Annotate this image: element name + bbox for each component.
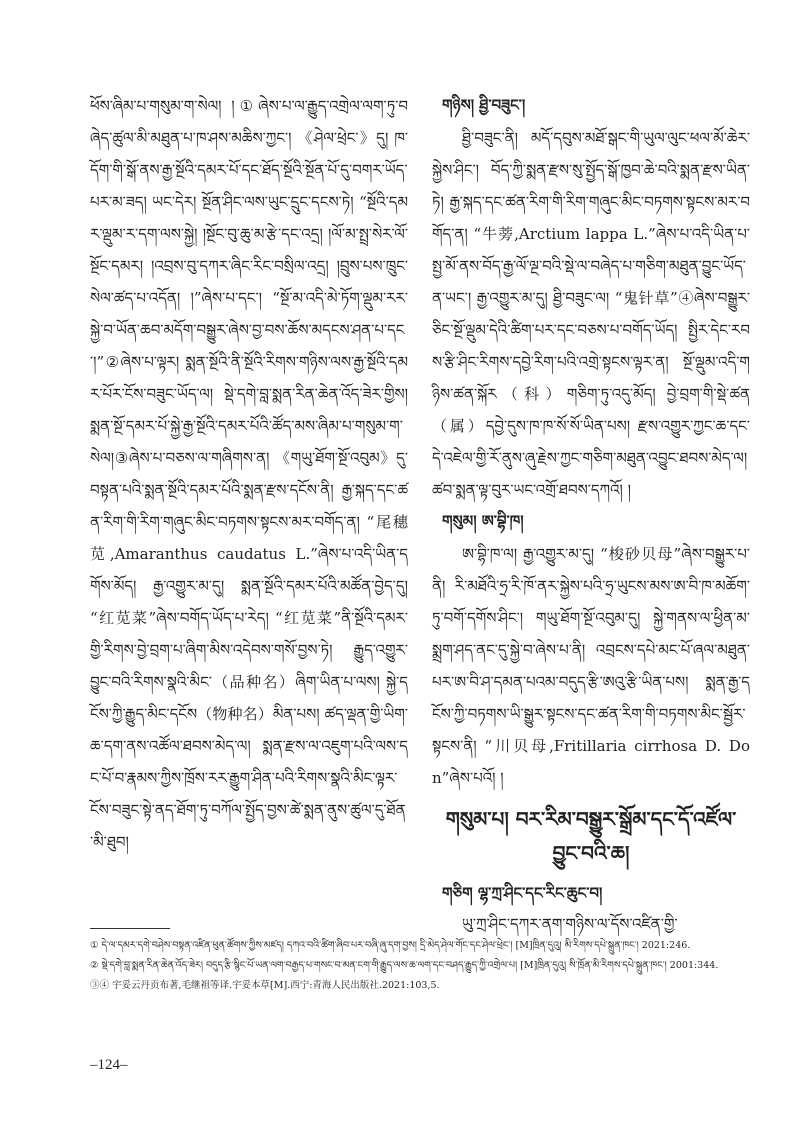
body-paragraph: ཐྱི་བཟུང་ནི། མདོ་དབུས་མཐོ་སྒང་གི་ཡུལ་ལུང་ཕལ་མོ་ཆེར་སྐྱེས་ཤིང་། བོད་ཀྱི་སྨན་རྫས་སུ་སྤྱོད་སྒོ་ཁྱབ་ཆེ་བའི་སྨན་རྫས་ཡིན་ཏེ། རྒྱ་སྐད་དང་ཚན་རིག་གི་རིག་གཞུང་མིང་བཏགས་སྟངས་མར་བགོད་ན། “牛蒡,Arctium lappa L.”ཞེས་པ་འདི་ཡིན་པ་སྤྱ་མོ་ནས་བོད་རྒྱ་ལོ་ལྔ་བའི་སྡེ་ལ་བཞེད་པ་གཅིག་མཐུན་བྱུང་ཡོད་ན་ཡང་། རྒྱ་འགྱུར་མ་དུ། ཐྱི་བཟུང་ལ། “鬼针草”④ཞེས་བསྒྱུར་ཅིང་སྔོ་ལྡུམ་དེའི་ཚིག་པར་དང་བཅས་པ་བགོད་ཡོད། སྤྱིར་དེང་རབས་རྩི་ཤིང་རིགས་དབྱེ་རིག་པའི་འགྲེ་སྟངས་ལྟར་ན། སྔོ་ལྡུམ་འདི་གཉིས་ཚན་སྐོར（科）གཅིག་ཏུ་འདུ་མོད། བྱེ་བྲག་གི་སྡེ་ཚན（属）དབྱེ་དུས་ཁ་ཁ་སོ་སོ་ཡིན་པས། རྫས་འགྱུར་ཀྱང་ཆ་དང་དེ་འཇེལ་གྱི་རོ་ནུས་ཞུ་རྗེས་ཀྱང་གཅིག་མཐུན་འབྱུང་ཐབས་མེད་ལ། ཚབ་སྨན་ལྟ་བུར་ཡང་འགྲོ་ཐབས་དཀའོ། ། [432, 129, 750, 499]
subsection-heading: གསུམ། ཨ་བྷི་ཁ། [442, 512, 524, 530]
footnote: ① དེ་ལ་དམར་དགེ་བཤེས་བསྟན་འཛིན་ཕུན་ཚོགས་ཀྱིས་མཛད། དཀའ་བའི་ཚིག་ཞིབ་པར་བཞི་ཞུ་དག་བྱས། དྲི་མེད་ཤེལ་གོང་དང་ཤེལ་ཕྲེང་། [M]ཁྲིན་དུའུ། མི་རིགས་དཔེ་སྐྲུན་ཁང་། 2021:246. [90, 940, 691, 951]
left-column [90, 90, 408, 858]
footnote: ② སྡེ་དགེ་བླ་སྨན་རིན་ཆེན་འོད་ཟེར། བདུད་རྩི་སྙིང་པོ་ཡན་ལག་བརྒྱད་པ་གསང་བ་མན་ངག་གི་རྒྱུད་ལས་ཆ་ལག་དང་བཤད་རྒྱུད་ཀྱི་འགྲེལ་པ། [M]ཁྲིན་དུའུ། སི་ཁྲོན་མི་རིགས་དཔེ་སྐྲུན་ཁང་། 2001:344. [90, 960, 719, 971]
section-heading: གསུམ་པ། བར་རིམ་བསྒྱུར་སྒྲོམ་དང་དོ་འཛོལ་བྱུང་བའི་ཆ། [445, 807, 737, 865]
subsection-heading: གཉིས། ཐྱི་བཟུང་། [442, 96, 526, 114]
subsection-heading: གཅིག ལྷ་ཀྲ་ཤིང་དང་རིང་ཆུང་བ། [442, 884, 603, 902]
body-paragraph: ཨ་བྷི་ཁ་ལ། རྒྱ་འགྱུར་མ་དུ། “梭砂贝母”ཞེས་བསྒྱུར་པ་ནི། རི་མཐོའི་ཧྲ་རི་ཁོ་ནར་སྐྱེས་པའི་ཧྲ་ཡུངས་མས་ཨ་བི་ཁ་མཆོག་ཏུ་བགོ་དགོས་ཤིང་། གཡུ་ཐོག་སྔོ་འབུམ་དུ། སྐྱེ་གནས་ལ་ཕྱིན་མ་སྨྲག་ཤད་ནང་དུ་སྐྱེ་བ་ཞེས་པ་ནི། འབྲངས་དཔེ་མང་པོ་ཞལ་མཐུན་པར་ཨ་བི་ཤ་དམན་པའམ་བདུད་རྩི་ཨའུ་རྩི་ཡིན་པས། སྨན་རྒྱ་དངོས་ཀྱི་བཏགས་ཡི་སྒྱུར་སྟངས་དང་ཚན་རིག་གི་བཏགས་མིང་སྦྱོར་སྟངས་ནི། “川贝母,Fritillaria cirrhosa D. Don”ཞེས་པའོ། ། [432, 545, 750, 787]
footnote: ③④ 宇妥云丹贡布著,毛继祖等译.宇妥本草[M].西宁:青海人民出版社.2021:103,5. [90, 980, 440, 991]
right-column [432, 90, 750, 940]
body-paragraph: ཡུ་ཀྲ་ཤིང་དཀར་ནག་གཉིས་ལ་དོས་འཛིན་གྱི་ [462, 915, 678, 933]
footnotes [90, 938, 750, 998]
footnote-rule [90, 928, 170, 929]
body-paragraph: ཕོས་ཞིམ་པ་གསུམ་ག་སེལ། །①ཞེས་པ་ལ་རྒྱུད་འགྲེལ་ལག་ཏུ་བཞེད་ཚུལ་མི་མཐུན་པ་ཁ་ཤས་མཆིས་ཀྱང་། 《ཤེལ་ཕྲེང་》དུ། ཁ་དོག་གི་སྒོ་ནས་རྒྱ་སྔོའི་དམར་པོ་དང་ཐོད་སྔོའི་སྔོན་པོ་དུ་བགར་ཡོད་པར་མ་ཟད། ཡང་དེར། སྔོན་ཤིང་ལས་ཡུང་དྲུང་དངས་ཏེ། “སྔོའི་དམར་ལྡུམ་ར་དག་ལས་སྐྱེ། །སྔོང་བུ་ཆུ་མ་རྩེ་དང་འདྲ། །ལོ་མ་སྤྲ་སེར་ལོ་སྔོང་དམར། །འབྲས་བུ་དཀར་ཞིང་རིང་བསྲིལ་འདྲ། །བྲུས་པས་ཁྲུང་སེལ་ཚད་པ་འདོན། །”ཞེས་པ་དང་། “སྔོ་མ་འདི་མེ་ཏོག་ལྡུམ་རར་སྐྱེ་བ་ཡོན་ཆབ་མདོག་བསྒྱུར་ཞེས་བྱ་བས་ཆོས་མདངས་ཤན་པ་དང་།”②ཞེས་པ་ལྟར། སྨན་སྔོའི་ནི་སྔོའི་རིགས་གཉིས་ལས་རྒྱ་སྔོའི་དམར་པོར་ངོས་བཟུང་ཡོད་ལ། སྡེ་དགེ་བླ་སྨན་རིན་ཆེན་འོད་ཟེར་གྱིས། སྨན་སྔོ་དམར་པོ་སྐྱེ་རྒྱ་སྔོའི་དམར་པོའི་ཚོད་མས་ཞིམ་པ་གསུམ་ག་སེལ།③ཞེས་པ་བཅས་ལ་གཞིགས་ན། 《གཡུ་ཐོག་སྔོ་འབུམ》དུ་བསྟན་པའི་སྨན་སྔོའི་དམར་པོའི་སྨན་རྫས་དངོས་ནི། རྒྱ་སྐད་དང་ཚན་རིག་གི་རིག་གཞུང་མིང་བཏགས་སྟངས་མར་བགོད་ན། “尾穗苋,Amaranthus caudatus L.”ཞེས་པ་འདི་ཡིན་དགོས་མོད། རྒྱ་འགྱུར་མ་དུ། སྨན་སྔོའི་དམར་པོའི་མཚོན་བྱེད་དུ། “红苋菜”ཞེས་བགོད་ཡོད་པ་རེད། “红苋菜”ནི་སྔོའི་དམར་གྱི་རིགས་བྱེ་བྲག་པ་ཞིག་མིས་འདེབས་གསོ་བྱས་ཏེ། རྒྱུད་འགྱུར་བྱུང་བའི་རིགས་སྣའི་མིང་（品种名）ཞིག་ཡིན་པ་ལས། སྐྱེ་དངོས་ཀྱི་རྒྱུད་མིང་དངོས（物种名）མིན་པས། ཚད་ལྡན་གྱི་ཡིག་ཆ་དག་ནས་འཚོལ་ཐབས་མེད་ལ། སྨན་རྫས་ལ་འཇུག་པའི་ལས་དང་པོ་བ་རྣམས་ཀྱིས་ཁྲོས་རར་རྒྱུག་ཤིན་པའི་རིགས་སྣའི་མིང་ལྟར་ངོས་བཟུང་སྟེ་ནད་ཐོག་ཏུ་བཀོལ་སྤྱོད་བྱས་ཚེ་སྨན་ནུས་ཚུལ་དུ་ཐོན་མི་ཐུབ། [90, 97, 408, 851]
page-number: –124– [90, 1057, 128, 1073]
